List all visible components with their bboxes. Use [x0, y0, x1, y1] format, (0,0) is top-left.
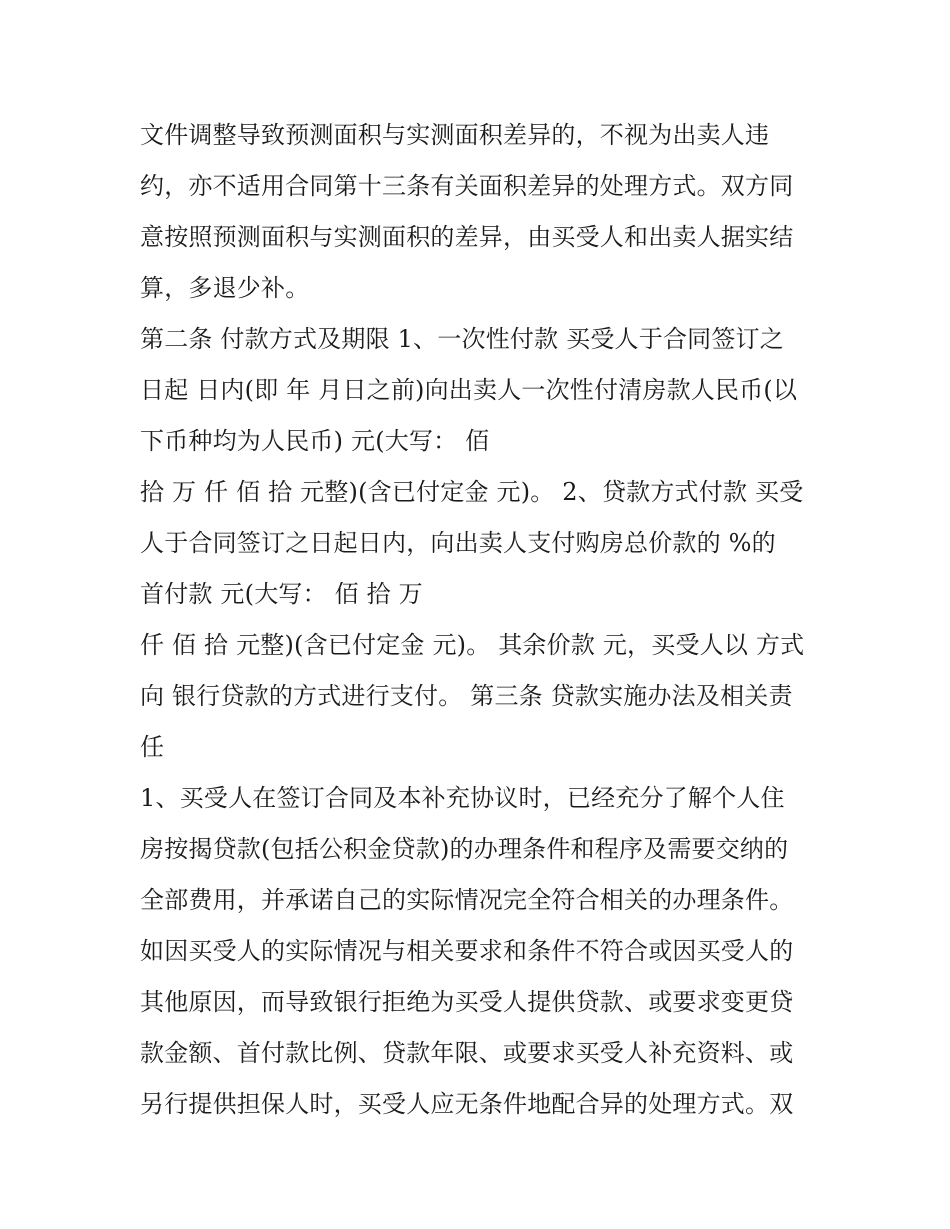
text-line: 算，多退少补。 — [140, 274, 310, 302]
text-line: 房按揭贷款(包括公积金贷款)的办理条件和程序及需要交纳的 — [140, 835, 789, 863]
text-line: 文件调整导致预测面积与实测面积差异的，不视为出卖人违 — [140, 121, 770, 149]
document-body — [140, 110, 820, 1130]
text-line: 任 — [140, 733, 165, 761]
text-line: 款金额、首付款比例、贷款年限、或要求买受人补充资料、或 — [140, 1039, 794, 1067]
text-line: 全部费用，并承诺自己的实际情况完全符合相关的办理条件。 — [140, 886, 794, 914]
text-line: 另行提供担保人时，买受人应无条件地配合异的处理方式。双 — [140, 1090, 794, 1118]
text-line: 第二条 付款方式及期限 1、一次性付款 买受人于合同签订之 — [140, 325, 784, 353]
text-line: 意按照预测面积与实测面积的差异，由买受人和出卖人据实结 — [140, 223, 794, 251]
text-line: 仟 佰 拾 元整)(含已付定金 元)。 其余价款 元，买受人以 方式 — [140, 631, 805, 659]
text-line: 拾 万 仟 佰 拾 元整)(含已付定金 元)。 2、贷款方式付款 买受 — [140, 478, 804, 506]
text-line: 首付款 元(大写： 佰 拾 万 — [140, 580, 423, 608]
text-line: 日起 日内(即 年 月日之前)向出卖人一次性付清房款人民币(以 — [140, 376, 798, 404]
text-line: 人于合同签订之日起日内，向出卖人支付购房总价款的 %的 — [140, 529, 776, 557]
text-line: 如因买受人的实际情况与相关要求和条件不符合或因买受人的 — [140, 937, 794, 965]
text-line: 向 银行贷款的方式进行支付。 第三条 贷款实施办法及相关责 — [140, 682, 793, 710]
text-line: 下币种均为人民币) 元(大写： 佰 — [140, 427, 490, 455]
text-line: 约，亦不适用合同第十三条有关面积差异的处理方式。双方同 — [140, 172, 794, 200]
text-line: 其他原因，而导致银行拒绝为买受人提供贷款、或要求变更贷 — [140, 988, 794, 1016]
text-line: 1、买受人在签订合同及本补充协议时，已经充分了解个人住 — [140, 784, 785, 812]
